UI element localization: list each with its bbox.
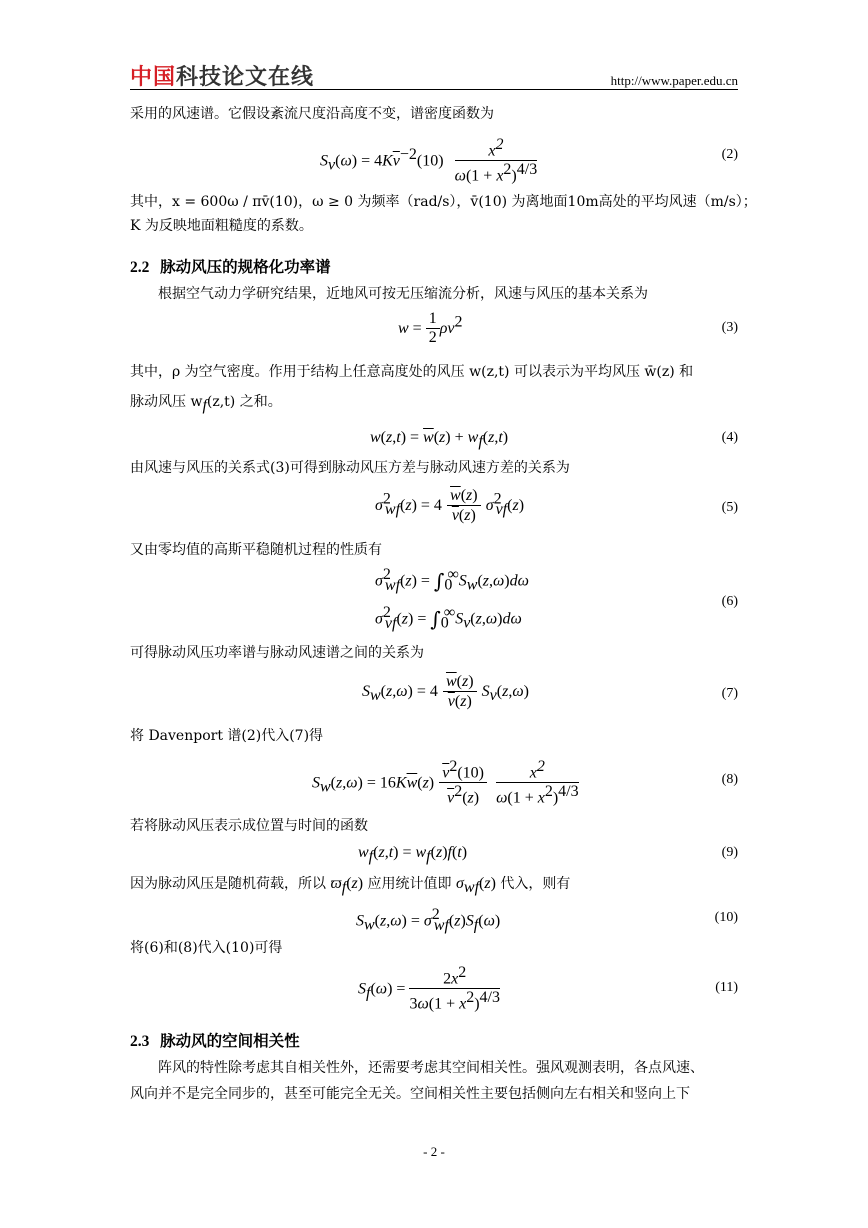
section-title: 脉动风压的规格化功率谱 (160, 257, 331, 276)
paragraph-13: 风向并不是完全同步的，甚至可能完全无关。空间相关性主要包括侧向左右相关和竖向上下 (130, 1086, 690, 1102)
equation-number-4: (4) (721, 430, 738, 445)
equation-number-2: (2) (721, 147, 738, 162)
equation-11: $S_f(\omega)$ = $\frac{2x^2}{3\omega(1 + x^2)^{4/3}}$ (358, 964, 500, 1013)
paragraph-2-line-1: 其中，x = 600ω / πv̄(10)，ω ≥ 0 为频率（rad/s），v̄(10) 为离地面10m高处的平均风速（m/s）； (130, 194, 757, 210)
p4b-tail: (z,t) 之和。 (206, 394, 282, 410)
p10-part-b: 应用统计值即 (367, 876, 452, 892)
paragraph-12: 阵风的特性除考虑其自相关性外，还需要考虑其空间相关性。强风观测表明，各点风速、 (158, 1060, 704, 1076)
equation-7: $S_w(z,\omega) = 4$ $\frac{\overline{w}(z)}{\overline{v}(z)}$ $S_v(z,\omega)$ (362, 673, 529, 710)
header-url[interactable]: http://www.paper.edu.cn (610, 73, 738, 88)
equation-number-10: (10) (714, 910, 738, 925)
equation-number-5: (5) (721, 500, 738, 515)
p10-part-c: 代入，则有 (500, 876, 571, 892)
paragraph-7: 可得脉动风压功率谱与脉动风速谱之间的关系为 (130, 645, 424, 661)
paragraph-4-line-2: 脉动风压 $w_f(z,t)$ 之和。 (130, 394, 282, 414)
equation-10: $S_w(z,\omega) = \sigma^2_{wf}(z)S_f(\omega)$ (356, 906, 501, 934)
header-rule (130, 89, 738, 90)
paragraph-8: 将 Davenport 谱(2)代入(7)得 (130, 728, 324, 744)
page-number: - 2 - (423, 1144, 445, 1159)
equation-8: $S_w(z,\omega) = 16K\overline{w}(z)$ $\frac{\overline{v}^2(10)}{\overline{v}^2(z)}$ $\frac{x^2}{\omega(1 + x^2)^{4/3}}$ (312, 758, 579, 807)
journal-logo (130, 60, 314, 91)
equation-6: $\sigma^2_{wf}(z) = \int_0^\infty S_w(z,\omega)d\omega$ $\sigma^2_{vf}(z) = \int_0^\infty S_v(z,\omega)d\omega$ (375, 566, 529, 632)
equation-number-9: (9) (721, 845, 738, 860)
equation-number-8: (8) (721, 772, 738, 787)
equation-number-6: (6) (721, 594, 738, 609)
paragraph-4-line-1: 其中，ρ 为空气密度。作用于结构上任意高度处的风压 w(z,t) 可以表示为平均风压 w̄(z) 和 (130, 364, 694, 380)
paragraph-10: 因为脉动风压是随机荷载，所以 $ϖ_f(z)$ 应用统计值即 $\sigma_{wf}(z)$ 代入，则有 (130, 875, 571, 896)
paragraph-3: 根据空气动力学研究结果，近地风可按无压缩流分析，风速与风压的基本关系为 (158, 286, 648, 302)
section-number: 2.2 (130, 259, 150, 276)
equation-9: $w_f(z,t) = w_f(z)f(t)$ (358, 844, 468, 866)
paragraph-9: 若将脉动风压表示成位置与时间的函数 (130, 818, 368, 834)
paragraph-5: 由风速与风压的关系式(3)可得到脉动风压方差与脉动风速方差的关系为 (130, 460, 570, 476)
p4b-head: 脉动风压 w (130, 394, 203, 410)
paragraph-2-line-2: K 为反映地面粗糙度的系数。 (130, 218, 313, 234)
equation-3: w = $\frac{1}{2}$ $\rho v^2$ (398, 310, 463, 346)
section-heading-2-3 (130, 1029, 300, 1051)
equation-5: $\sigma^2_{wf}(z) = 4$ $\frac{\overline{w}(z)}{\overline{v}(z)}$ $\sigma^2_{vf}(z)$ (375, 487, 525, 524)
p10-part-a: 因为脉动风压是随机荷载，所以 (130, 876, 326, 892)
equation-4: $w(z,t) = \overline{w}(z) + w_f(z,t)$ (370, 429, 509, 451)
paragraph-1: 采用的风速谱。它假设紊流尺度沿高度不变，谱密度函数为 (130, 106, 494, 122)
equation-2: $S_v(\omega) = 4K\overline{v}^{-2}(10)$ $\frac{x^2}{\omega(1 + x^2)^{4/3}}$ (320, 136, 538, 185)
equation-number-3: (3) (721, 320, 738, 335)
logo-dark-part: 科技论文在线 (176, 65, 315, 90)
paragraph-6: 又由零均值的高斯平稳随机过程的性质有 (130, 542, 382, 558)
section-title: 脉动风的空间相关性 (160, 1031, 300, 1050)
logo-red-part: 中国 (130, 65, 177, 90)
paragraph-11: 将(6)和(8)代入(10)可得 (130, 940, 283, 956)
section-number: 2.3 (130, 1033, 150, 1050)
equation-number-11: (11) (715, 980, 738, 995)
section-heading-2-2 (130, 255, 331, 277)
equation-number-7: (7) (721, 686, 738, 701)
